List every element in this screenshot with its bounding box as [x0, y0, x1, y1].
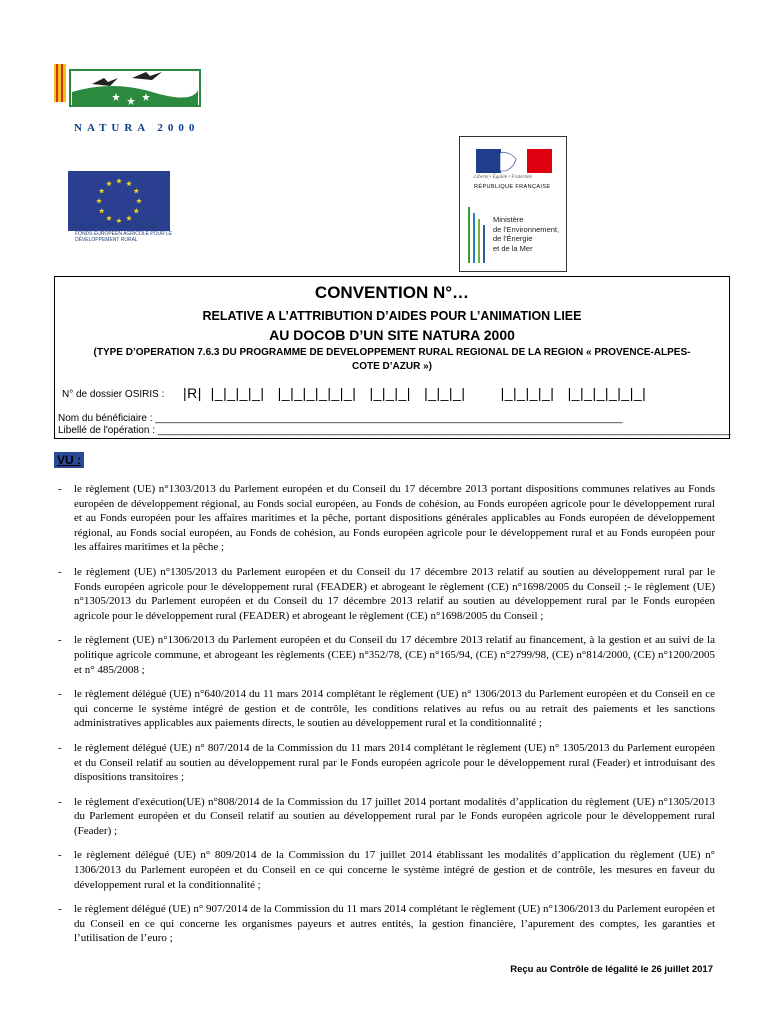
ministere-logo	[459, 136, 567, 272]
natura-text: NATURA 2000	[74, 122, 200, 134]
convention-subtitle-2: AU DOCOB D’UN SITE NATURA 2000	[269, 327, 515, 343]
osiris-number-field[interactable]: |R| |_|_|_|_| |_|_|_|_|_|_| |_|_|_| |_|_|_| |_|_|_|_| |_|_|_|_|_|_|	[183, 385, 647, 401]
list-item: - le règlement (UE) n°1305/2013 du Parlement européen et du Conseil du 17 décembre 2013 relatif au soutien au développement rural par le Fonds européen agricole pour le développement rural (FEADER) et abrogeant le règlement (CE) n°1698/2005 du Conseil ;- le règlement (UE) n°1305/2013 du Parlement européen et du Conseil du 17 décembre 2013 relatif au soutien au développement rural par le Fonds européen agricole pour le développement rural (FEADER) et abrogeant le règlement (CE) n°1698/2005 du Conseil ;	[58, 565, 715, 622]
list-item: - le règlement délégué (UE) n° 807/2014 de la Commission du 11 mars 2014 complétant le règlement (UE) n° 1305/2013 du Parlement européen et du Conseil relatif au soutien au développement rural par le Fonds européen agricole pour le développement rural (Feader) et introduisant des dispositions transitoires ;	[58, 741, 715, 784]
rf-republique: RÉPUBLIQUE FRANÇAISE	[474, 184, 551, 190]
operation-type-1: (TYPE D’OPERATION 7.6.3 DU PROGRAMME DE DEVELOPPEMENT RURAL REGIONAL DE LA REGION « PROVENCE-ALPES-	[93, 347, 691, 358]
list-item: - le règlement d'exécution(UE) n°808/2014 de la Commission du 17 juillet 2014 portant modalités d’application du règlement (UE) n°1305/2013 du Parlement européen et du Conseil relatif au soutien au développement rural par le Fonds européen agricole pour le développement rural (Feader) ;	[58, 795, 715, 837]
rf-motto: Liberté • Égalité • Fraternité	[474, 175, 532, 180]
list-item: - le règlement délégué (UE) n° 907/2014 de la Commission du 11 mars 2014 complétant le règlement (UE) n°1306/2013 du Parlement européen et du Conseil en ce qui concerne les organismes payeurs et autres entités, la gestion financière, l’apurement des comptes, les garanties et l’utilisation de l’euro ;	[58, 903, 715, 945]
legalite-stamp: Reçu au Contrôle de légalité le 26 juillet 2017	[510, 964, 713, 975]
beneficiaire-field[interactable]: Nom du bénéficiaire : ____________________________________________________________________________________	[58, 413, 623, 424]
list-item: - le règlement (UE) n°1303/2013 du Parlement européen et du Conseil du 17 décembre 2013 portant dispositions communes relatives au Fonds européen de développement régional, au Fonds social européen, au Fonds de cohésion, au Fonds européen agricole pour le développement rural et au Fonds européen pour les affaires maritimes et la pêche, portant dispositions générales applicables au Fonds européen de développement régional, au Fonds social européen, au Fonds de cohésion, au Fonds européen agricole pour le développement rural et au Fonds européen pour les affaires maritimes et la pêche ;	[58, 483, 715, 554]
regulations-list	[58, 482, 715, 956]
list-item: - le règlement délégué (UE) n°640/2014 du 11 mars 2014 complétant le règlement (UE) n° 1306/2013 du Parlement européen et du Conseil en ce qui concerne le système intégré de gestion et de contrôle, les conditions relatives au refus ou au retrait des paiements et les sanctions administratives applicables aux paiements directs, le soutien au développement rural et la conditionnalité ;	[58, 688, 715, 730]
list-item: - le règlement (UE) n°1306/2013 du Parlement européen et du Conseil du 17 décembre 2013 relatif au financement, à la gestion et au suivi de la politique agricole commune, et abrogeant les règlements (CEE) n°352/78, (CE) n°165/94, (CE) n°2799/98, (CE) n°814/2000, (CE) n°1200/2005 et n° 485/2008 ;	[58, 634, 715, 676]
ministere-name: Ministère de l'Environnement, de l'Énergie et de la Mer	[493, 215, 560, 253]
operation-type-2: COTE D’AZUR »)	[352, 361, 432, 372]
eu-fund-text: FONDS EUROPÉEN AGRICOLE POUR LE DÉVELOPPEMENT RURAL	[75, 231, 173, 243]
osiris-label: N° de dossier OSIRIS :	[62, 389, 165, 400]
convention-title: CONVENTION N°…	[314, 283, 470, 302]
marianne-flag-icon	[476, 149, 552, 173]
eu-text: UNION EUROPÉENNE	[70, 221, 158, 230]
vu-heading: VU :	[54, 452, 84, 468]
ministere-bars-icon	[464, 203, 488, 267]
convention-subtitle-1: RELATIVE A L’ATTRIBUTION D’AIDES POUR L’ANIMATION LIEE	[202, 309, 582, 323]
list-item: - le règlement délégué (UE) n° 809/2014 de la Commission du 17 juillet 2014 établissant les modalités d’application du règlement (UE) n° 1306/2013 du Parlement européen et du Conseil en ce qui concerne le système intégré de gestion et de contrôle, les mesures en faveur du développement rural et la conditionnalité ;	[58, 849, 715, 891]
libelle-operation-field[interactable]: Libellé de l'opération : _______________________________________________________________________________________________________	[58, 425, 731, 436]
convention-header-box	[54, 276, 730, 439]
